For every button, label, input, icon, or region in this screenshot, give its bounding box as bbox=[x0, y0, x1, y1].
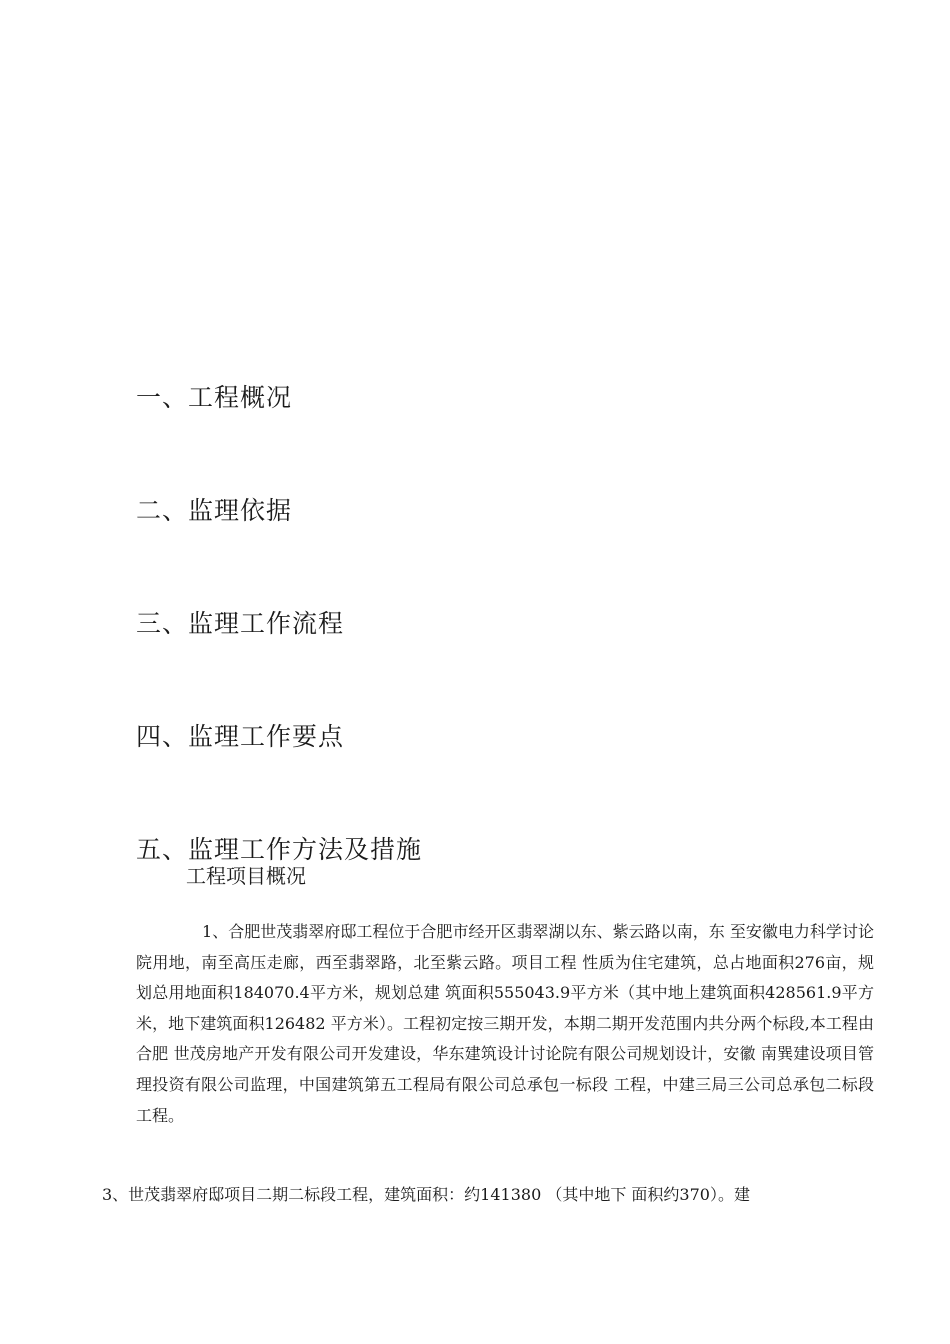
toc-item-supervision-methods: 五、监理工作方法及措施 bbox=[136, 835, 423, 864]
section-title: 工程项目概况 bbox=[186, 864, 306, 888]
toc-item-supervision-workflow: 三、监理工作流程 bbox=[136, 609, 345, 638]
body-paragraph-3: 3、世茂翡翠府邸项目二期二标段工程，建筑面积：约141380 （其中地下 面积约370）。建 bbox=[102, 1185, 750, 1204]
toc-item-supervision-basis: 二、监理依据 bbox=[136, 496, 293, 525]
toc-item-project-overview: 一、工程概况 bbox=[136, 383, 293, 412]
toc-item-supervision-key-points: 四、监理工作要点 bbox=[136, 722, 345, 751]
body-paragraph-1: 1、合肥世茂翡翠府邸工程位于合肥市经开区翡翠湖以东、紫云路以南，东 至安徽电力科学讨论院用地，南至高压走廊，西至翡翠路，北至紫云路。项目工程 性质为住宅建筑，总占地面积276亩，规划总用地面积184070.4平方米，规划总建 筑面积555043.9平方米（其中地上建筑面积428561.9平方米，地下建筑面积126482 平方米）。工程初定按三期开发，本期二期开发范围内共分两个标段,本工程由合肥 世茂房地产开发有限公司开发建设，华东建筑设计讨论院有限公司规划设计，安徽 南巽建设项目管理投资有限公司监理，中国建筑第五工程局有限公司总承包一标段 工程，中建三局三公司总承包二标段工程。 bbox=[136, 922, 874, 1125]
